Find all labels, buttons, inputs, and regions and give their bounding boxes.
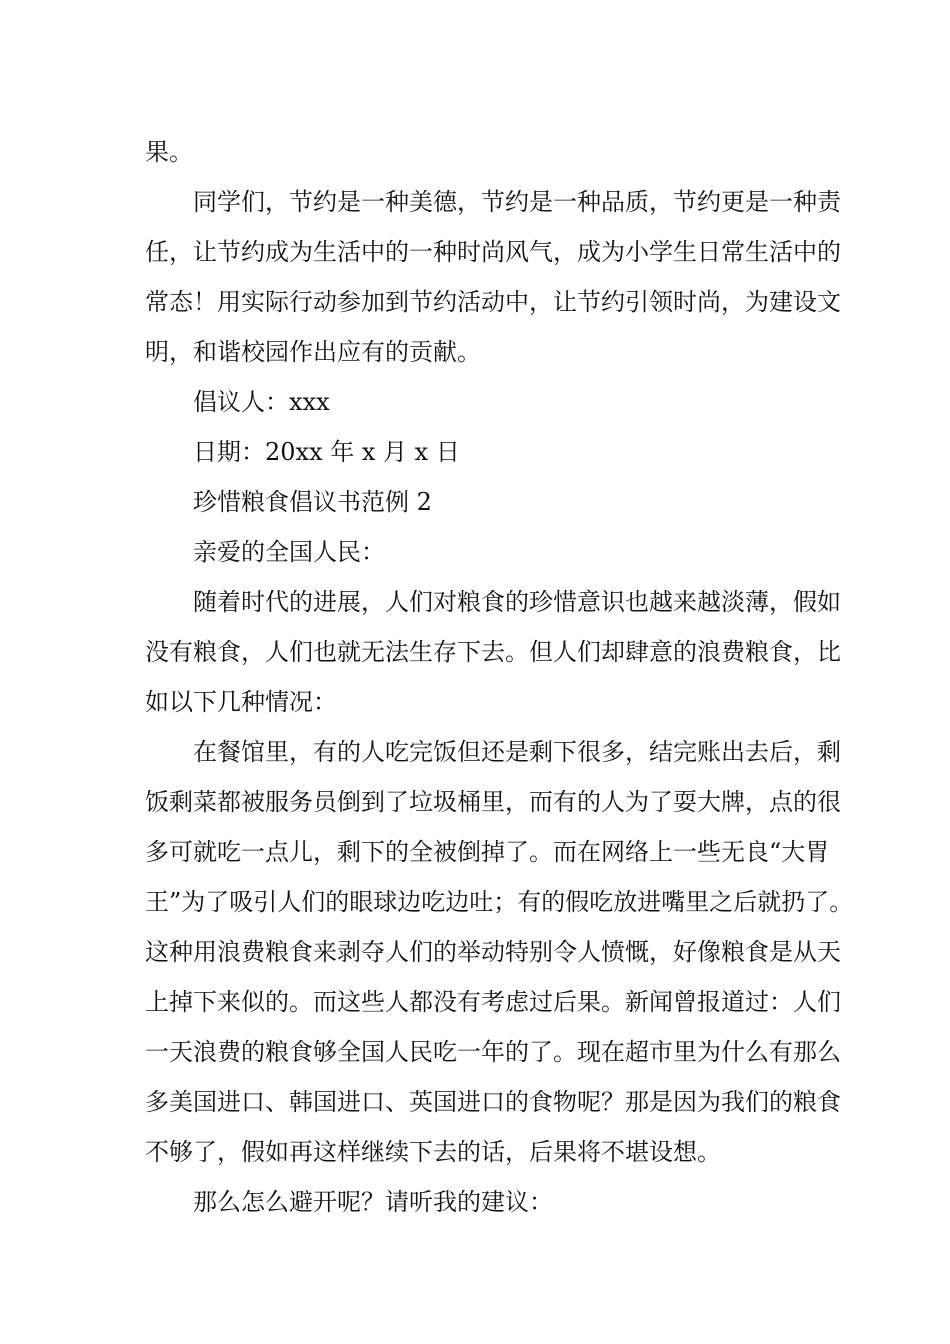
- paragraph-line: 王”为了吸引人们的眼球边吃边吐；有的假吃放进嘴里之后就扔了。: [145, 888, 854, 916]
- section-title: 珍惜粮食倡议书范例 2: [193, 488, 432, 516]
- paragraph-line: 上掉下来似的。而这些人都没有考虑过后果。新闻曾报道过：人们: [145, 988, 841, 1016]
- paragraph-line: 那么怎么避开呢？请听我的建议：: [193, 1188, 553, 1216]
- paragraph-line: 多可就吃一点儿，剩下的全被倒掉了。而在网络上一些无良“大胃: [145, 838, 830, 866]
- paragraph-line: 果。: [145, 138, 193, 166]
- paragraph-line: 随着时代的进展，人们对粮食的珍惜意识也越来越淡薄，假如: [193, 588, 841, 616]
- paragraph-line: 多美国进口、韩国进口、英国进口的食物呢？那是因为我们的粮食: [145, 1088, 841, 1116]
- paragraph-line: 任，让节约成为生活中的一种时尚风气，成为小学生日常生活中的: [145, 238, 841, 266]
- salutation: 亲爱的全国人民：: [193, 538, 385, 566]
- date-line: 日期：20xx 年 x 月 x 日: [193, 438, 460, 466]
- paragraph-line: 常态！用实际行动参加到节约活动中，让节约引领时尚，为建设文: [145, 288, 841, 316]
- paragraph-line: 不够了，假如再这样继续下去的话，后果将不堪设想。: [145, 1138, 721, 1166]
- paragraph-line: 如以下几种情况：: [145, 688, 337, 716]
- paragraph-line: 同学们，节约是一种美德，节约是一种品质，节约更是一种责: [193, 188, 841, 216]
- paragraph-line: 没有粮食，人们也就无法生存下去。但人们却肆意的浪费粮食，比: [145, 638, 841, 666]
- paragraph-line: 在餐馆里，有的人吃完饭但还是剩下很多，结完账出去后，剩: [193, 738, 841, 766]
- signature-line: 倡议人：xxx: [193, 388, 330, 416]
- paragraph-line: 这种用浪费粮食来剥夺人们的举动特别令人愤慨，好像粮食是从天: [145, 938, 841, 966]
- paragraph-line: 一天浪费的粮食够全国人民吃一年的了。现在超市里为什么有那么: [145, 1038, 841, 1066]
- paragraph-line: 明，和谐校园作出应有的贡献。: [145, 338, 481, 366]
- paragraph-line: 饭剩菜都被服务员倒到了垃圾桶里，而有的人为了耍大牌，点的很: [145, 788, 841, 816]
